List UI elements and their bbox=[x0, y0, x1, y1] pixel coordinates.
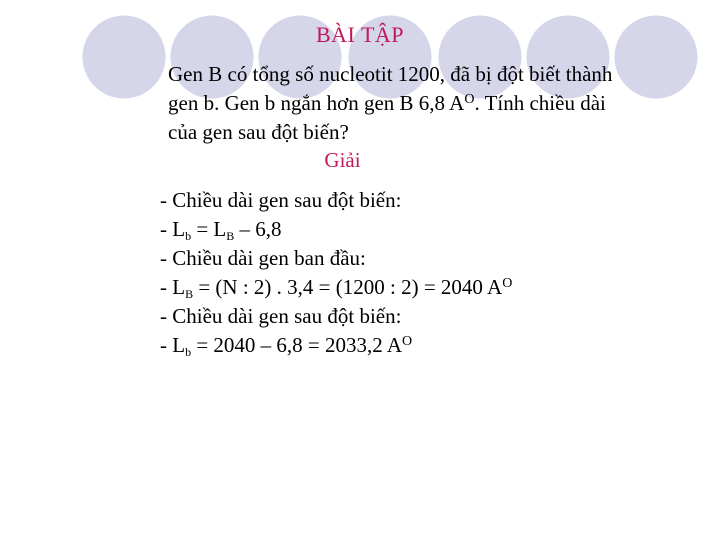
problem-statement bbox=[168, 60, 688, 147]
problem-line-2: gen b. Gen b ngắn hơn gen B 6,8 $A^O$. Tính chiều dài bbox=[168, 91, 606, 115]
solution-line-1: - Chiều dài gen sau đột biến: bbox=[160, 188, 402, 212]
solution-line-5: - Chiều dài gen sau đột biến: bbox=[160, 304, 402, 328]
solution-line-3: - Chiều dài gen ban đầu: bbox=[160, 246, 366, 270]
solution-steps bbox=[160, 186, 680, 360]
problem-line-1: Gen B có tổng số nucleotit 1200, đã bị đột biết thành bbox=[168, 62, 613, 86]
solution-heading: Giải bbox=[324, 148, 361, 172]
page-title: BÀI TẬP bbox=[315, 22, 405, 47]
solution-line-4: - $L_B = (N$ : 2) . 3,4 = (1200 : 2) = 2040 $A^O$ bbox=[160, 275, 513, 301]
solution-line-6: - $L_b = 2040 - 6,8 = 2033,2$ $A^O$ bbox=[160, 333, 413, 359]
angstrom-unit: O bbox=[464, 92, 475, 107]
problem-line-3: của gen sau đột biến? bbox=[168, 120, 349, 144]
solution-line-2: - $L_b = L_B - 6,8$ bbox=[160, 217, 282, 243]
